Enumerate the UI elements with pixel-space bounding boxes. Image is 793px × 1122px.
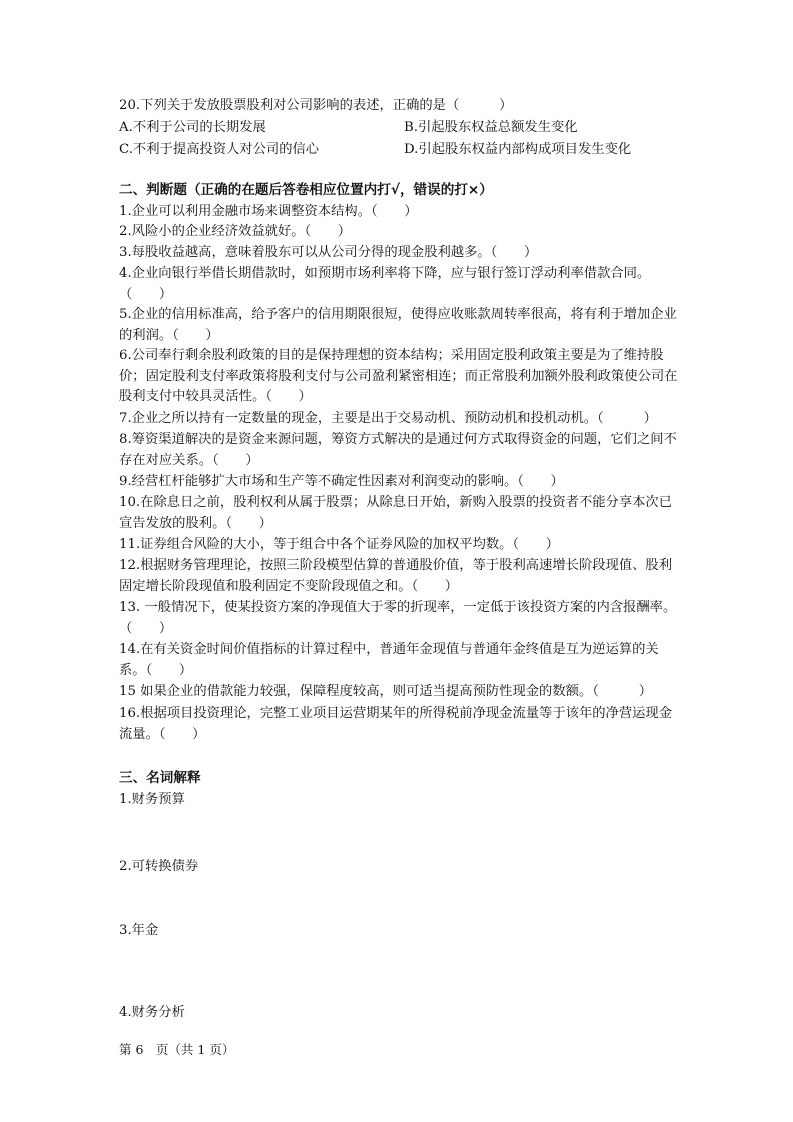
tf-item-15: 15 如果企业的借款能力较强，保障程度较高，则可适当提高预防性现金的数额。（ ） (119, 684, 653, 699)
tf-item-16: 16.根据项目投资理论，完整工业项目运营期某年的所得税前净现金流量等于该年的净营运现金流量。（ ） (119, 706, 673, 742)
tf-item-14: 14.在有关资金时间价值指标的计算过程中，普通年金现值与普通年金终值是互为逆运算的关系。（ ） (119, 642, 659, 678)
tf-item-5: 5.企业的信用标准高，给予客户的信用期限很短，使得应收账款周转率很高，将有利于增加企业的利润。（ ） (119, 307, 677, 343)
tf-item-13: 13. 一般情况下，使某投资方案的净现值大于零的折现率，一定低于该投资方案的内含报酬率。（ ） (119, 600, 677, 636)
tf-item-6: 6.公司奉行剩余股利政策的目的是保持理想的资本结构；采用固定股利政策主要是为了维持股价；固定股利支付率政策将股利支付与公司盈利紧密相连；而正常股利加额外股利政策使公司在股利支付中较具灵活性。（ ） (119, 348, 678, 404)
term-1: 1.财务预算 (119, 792, 185, 807)
term-4: 4.财务分析 (119, 1005, 185, 1020)
tf-item-8: 8.筹资渠道解决的是资金来源问题，筹资方式解决的是通过何方式取得资金的问题，它们之间不存在对应关系。（ ） (119, 432, 677, 468)
q20-option-a: A.不利于公司的长期发展 (119, 120, 266, 135)
q20-option-c: C.不利于提高投资人对公司的信心 (119, 142, 320, 157)
tf-item-4: 4.企业向银行举借长期借款时，如预期市场利率将下降，应与银行签订浮动利率借款合同。（ ） (119, 266, 651, 302)
tf-item-10: 10.在除息日之前，股利权利从属于股票；从除息日开始，新购入股票的投资者不能分享本次已宣告发放的股利。（ ） (119, 495, 673, 531)
q20-option-d: D.引起股东权益内部构成项目发生变化 (404, 142, 632, 157)
tf-item-3: 3.每股收益越高，意味着股东可以从公司分得的现金股利越多。（ ） (119, 245, 538, 260)
page-footer: 第 6 页（共 1 页） (119, 1042, 235, 1057)
section-2-title: 二、判断题（正确的在题后答卷相应位置内打√，错误的打×） (119, 182, 493, 198)
q20-stem: 20.下列关于发放股票股利对公司影响的表述，正确的是（ ） (119, 98, 513, 113)
section-3-title: 三、名词解释 (119, 770, 201, 786)
tf-item-12: 12.根据财务管理理论，按照三阶段模型估算的普通股价值，等于股利高速增长阶段现值、股利固定增长阶段现值和股利固定不变阶段现值之和。（ ） (119, 558, 673, 594)
tf-item-9: 9.经营杠杆能够扩大市场和生产等不确定性因素对利润变动的影响。（ ） (119, 474, 564, 489)
term-3: 3.年金 (119, 923, 159, 938)
q20-option-b: B.引起股东权益总额发生变化 (404, 120, 578, 135)
tf-item-1: 1.企业可以利用金融市场来调整资本结构。（ ） (119, 204, 418, 219)
term-2: 2.可转换债券 (119, 859, 199, 874)
tf-item-2: 2.风险小的企业经济效益就好。（ ） (119, 224, 352, 239)
tf-item-7: 7.企业之所以持有一定数量的现金，主要是出于交易动机、预防动机和投机动机。（ ） (119, 411, 657, 426)
tf-item-11: 11.证券组合风险的大小，等于组合中各个证券风险的加权平均数。（ ） (119, 537, 559, 552)
